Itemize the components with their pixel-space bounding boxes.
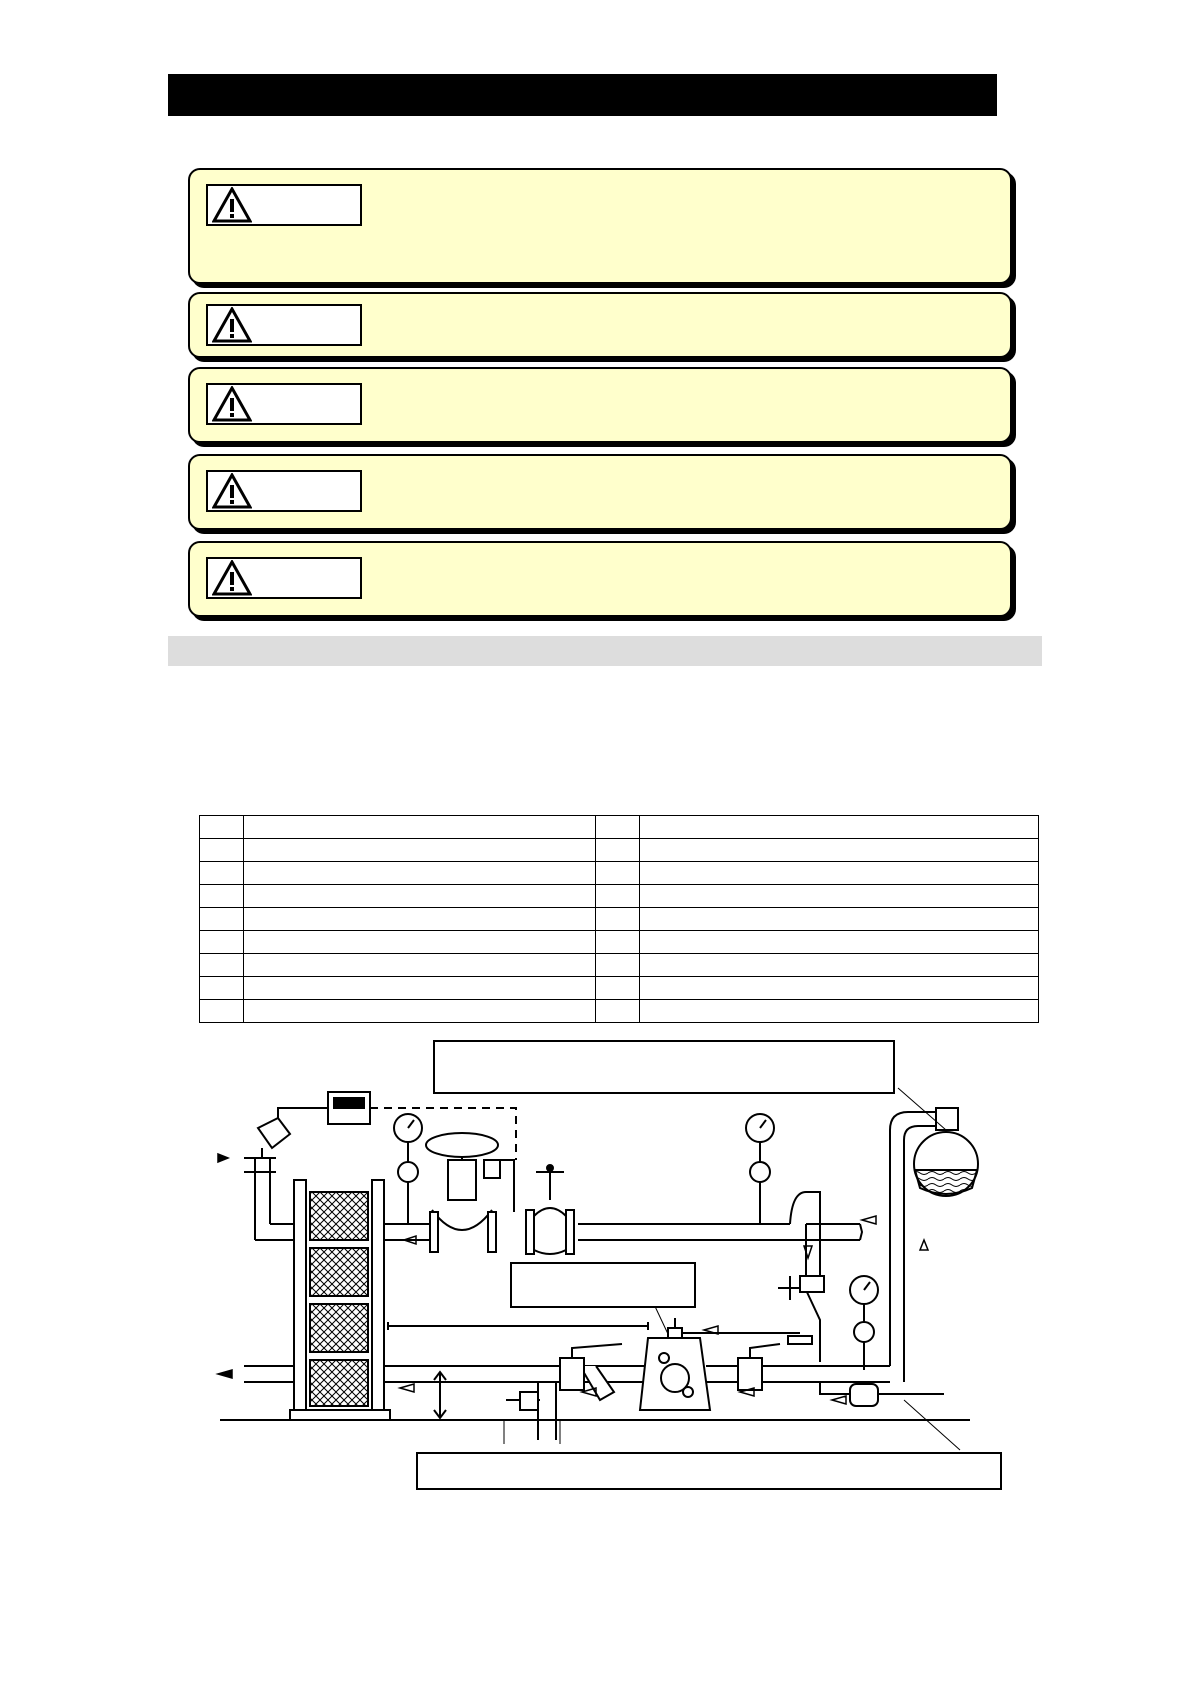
callout-box-top [433,1040,895,1094]
pump-trap [640,1318,800,1410]
drain-valve [506,1382,556,1440]
pressure-gauge-2 [746,1114,774,1224]
callout-leader [904,1400,960,1450]
callout-box-middle [510,1262,696,1308]
callout-box-bottom [416,1452,1002,1490]
receiver-tank [914,1108,978,1196]
dimension-line [388,1322,648,1418]
plate-heat-exchanger [290,1180,390,1420]
callout-leader [504,1420,560,1444]
steam-drop-leg [778,1192,824,1362]
steam-trap [850,1384,878,1406]
control-valve [426,1133,514,1252]
pressure-gauge-1 [394,1114,422,1224]
globe-valve [526,1165,574,1254]
pressure-gauge-3 [850,1276,878,1370]
